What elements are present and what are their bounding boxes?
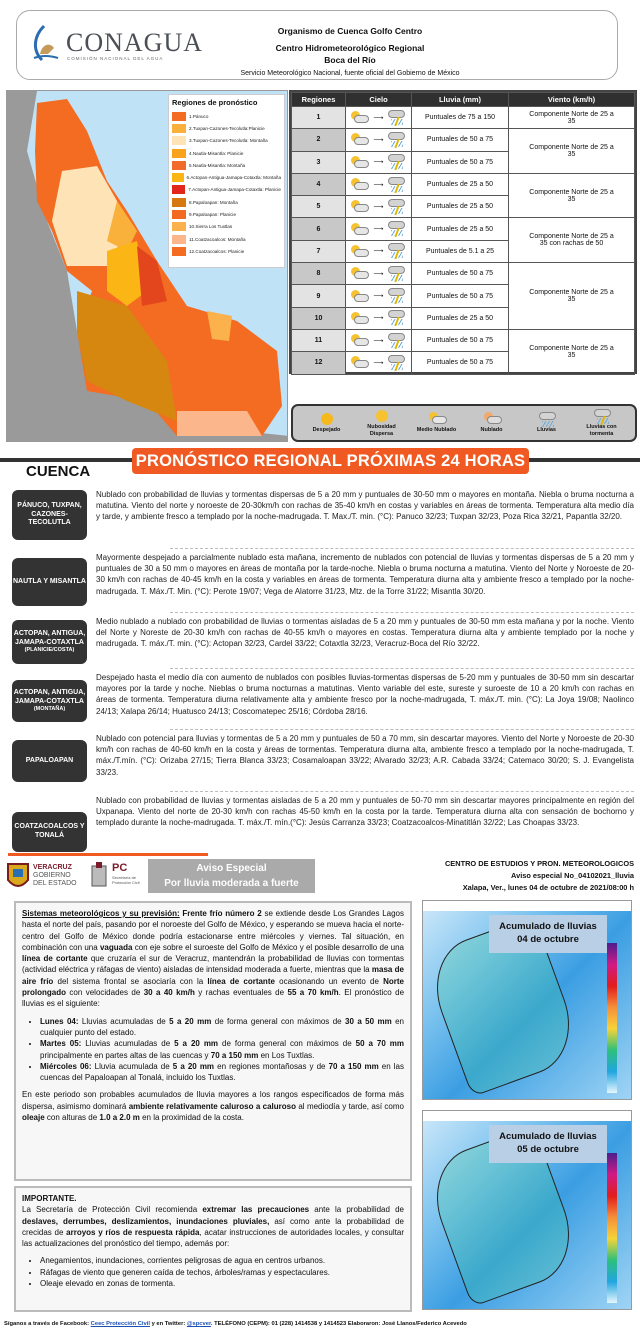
arrow-right-icon: ⟶ [373,136,384,144]
legend-swatch [172,112,186,121]
region-number: 12 [292,352,346,374]
facebook-link[interactable]: Ceec Protección Civil [90,1321,150,1327]
aviso-number: Aviso especial No_04102021_lluvia [511,871,634,880]
col-header-lluvia: Lluvia (mm) [412,93,509,107]
legend-swatch [172,149,186,158]
table-row [292,129,635,151]
important-item: • Anegamientos, inundaciones, corrientes peligrosas de agua en centros urbanos. [40,1255,404,1266]
region-number: 10 [292,307,346,329]
thunderstorm-icon [388,221,406,237]
partly-cloudy-icon [351,356,369,369]
important-heading: IMPORTANTE. [22,1194,77,1203]
legend-swatch [172,210,186,219]
thunderstorm-icon [388,199,406,215]
arrow-right-icon: ⟶ [373,315,384,323]
wind-cell: Componente Norte de 25 a 35 [509,107,635,129]
sky-cell [346,240,412,262]
divider [170,668,634,669]
thunderstorm-icon [388,243,406,259]
arrow-right-icon: ⟶ [373,359,384,367]
map-legend [168,94,285,268]
aviso-info [330,858,634,894]
legend-swatch [172,247,186,256]
legend-item: 10.Sierra Los Tuxtlas [172,221,281,233]
legend-item: 9.Papaloapan: Planicie [172,208,281,220]
rain-cell: Puntuales de 25 a 50 [412,173,509,195]
cuenca-forecast-text: Despejado hasta el medio día con aumento de nublados con posibles lluvias-tormentas dispersas de 5-20 mm y puntuales de 30-50 mm sin descartar mayores por la tarde y noche. Nieblas o bruma nocturnas a matutinas. Viento variable del este, sureste y suroeste de 10 a 20 km/h con rachas en áreas de tormenta. Temperatura diurna relativamente alta y ambiente fresco por la noche-madrugada, T. máx./T. min. (°C): La Joya 19/08; Naolinco 24/13; Xalapa 26/14; Huatusco 24/13; Coscomatepec 25/16; Córdoba 28/16. [96,673,634,716]
cuenca-title: CUENCA [26,463,91,480]
partly-cloudy-icon [351,133,369,146]
key-nublado: Nublado [467,412,517,433]
legend-item: 12.Coatzacoalcos: Planicie [172,245,281,257]
region-number: 1 [292,107,346,129]
key-lluvias: Lluvias [522,412,572,433]
header-line-1: Organismo de Cuenca Golfo Centro [277,26,423,36]
legend-swatch [172,173,184,182]
cuenca-label: PÁNUCO, TUXPAN, CAZONES-TECOLUTLA [12,490,87,540]
divider [170,791,634,792]
region-number: 4 [292,173,346,195]
arrow-right-icon: ⟶ [373,337,384,345]
arrow-right-icon: ⟶ [373,226,384,234]
divider [170,612,634,613]
partly-cloudy-icon [351,334,369,347]
arrow-right-icon: ⟶ [373,293,384,301]
table-row [292,329,635,351]
thunderstorm-icon [594,409,610,423]
legend-item: 8.Papaloapan: Montaña [172,196,281,208]
partly-cloudy-icon [351,156,369,169]
rain-cell: Puntuales de 25 a 50 [412,218,509,240]
meteorological-systems-box: Sistemas meteorológicos y su previsión: Frente frío número 2 se extiende desde Los Grandes Lagos hasta el norte del país, pasando por el noroeste del Golfo de México, y esperando se mueva hacia el norte-centro del Golfo de México donde podría estacionarse entre miércoles y viernes. Tal situación, en combinación con una vaguada con eje sobre el suroeste del Golfo de México y el posible desarrollo de una línea de cortante que cruzaría el sur de Veracruz, mantendrán la probabilidad de lluvias con tormentas (actividad eléctrica y ráfagas de viento) aisladas de intensidad moderada a fuerte, mientras que la masa de aire frío del sistema frontal se asociaría con la línea de cortante ocasionando un evento de Norte prolongado con velocidades de 30 a 40 km/h y rachas eventuales de 55 a 70 km/h. El pronóstico de lluvias es el siguiente: • Lunes 04: Lluvias acumuladas de 5 a 20 mm de forma general con máximos de 30 a 50 mm en cualquier punto del estado. • Martes 05: Lluvias acumuladas de 5 a 20 mm de forma general con máximos de 50 a 70 mm principalmente en partes altas de las cuencas y 70 a 150 mm en Los Tuxtlas. • Miércoles 06: Lluvia acumulada de 5 a 20 mm en regiones montañosas y de 70 a 150 mm en las cuencas del Papaloapan al Tonalá, incluido los Tuxtlas. En este periodo son probables acumulados de lluvia mayores a los rangos especificados de forma más dispersa, asimismo dominará ambiente relativamente caluroso a caluroso al mediodía y tarde, así como oleaje con alturas de 1.0 a 2.0 m en la proximidad de la costa. [14,901,412,1181]
thunderstorm-icon [388,154,406,170]
sky-cell [346,151,412,173]
important-list [40,1255,404,1289]
col-header-cielo: Cielo [346,93,412,107]
arrow-right-icon: ⟶ [373,181,384,189]
arrow-right-icon: ⟶ [373,159,384,167]
col-header-viento: Viento (km/h) [509,93,635,107]
region-number: 9 [292,285,346,307]
cuenca-forecast-text: Nublado con potencial para lluvias y tormentas de 5 a 20 mm y puntuales de 50 a 70 mm, sin descartar mayores. Viento del Norte y Noroeste de 20-30 km/h con rachas de 40-60 km/h en la costa y áreas de tormentas. Temperatura diurna alta, ambiente fresco a templado por la noche-madrugada, T. máx./T.mín. (°C): Orizaba 27/15; Tierra Blanca 33/23; Cosamaloapan 33/22; Alvarado 32/23; A.R. Cabada 33/24; Catemaco 30/20; S. J. Evangelista 33/23. [96,734,634,777]
sky-cell [346,329,412,351]
important-item: • Ráfagas de viento que generen caída de techos, árboles/ramas y espectaculares. [40,1267,404,1278]
partly-cloudy-icon [351,245,369,258]
region-number: 2 [292,129,346,151]
precip-color-scale [607,943,617,1093]
partly-cloudy-icon [351,111,369,124]
table-row [292,263,635,285]
legend-swatch [172,222,186,231]
wind-cell: Componente Norte de 25 a 35 [509,329,635,374]
aviso-date: Xalapa, Ver., lunes 04 de octubre de 2021/08:00 h [462,883,634,892]
period-text: En este periodo son probables acumulados de lluvia mayores a los rangos especificados de forma más dispersa, asimismo dominará ambiente relativamente caluroso a caluroso al mediodía y tarde, así como oleaje con alturas de 1.0 a 2.0 m en la proximidad de la costa. [22,1090,404,1123]
arrow-right-icon: ⟶ [373,248,384,256]
daily-rain-list [40,1016,404,1084]
rain-icon [539,412,555,426]
forecast-table [289,90,637,374]
important-box [14,1186,412,1312]
legend-item: 3.Tuxpan-Cazones-Tecolutla: Montaña [172,135,281,147]
wind-cell: Componente Norte de 25 a 35 [509,263,635,330]
footer: Síganos a través de Facebook: Ceec Protección Civil y en Twitter: @spcver. TELÉFONO (CEPM): 01 (228) 1414538 y 1414523 Elaboraron: José Llanos/Federico Acevedo [4,1321,467,1327]
veracruz-logo: VERACRUZ GOBIERNO DEL ESTADO [6,862,81,892]
precip-color-scale [607,1153,617,1303]
aviso-center: CENTRO DE ESTUDIOS Y PRON. METEOROLOGICOS [444,859,634,868]
sun-few-clouds-icon [374,409,390,423]
arrow-right-icon: ⟶ [373,270,384,278]
thunderstorm-icon [388,266,406,282]
rain-cell: Puntuales de 25 a 50 [412,307,509,329]
legend-item: 6.Actopan-Antigua-Jamapa-Cotaxtla: Montaña [172,171,281,183]
key-nubosidad-dispersa: Nubosidad Dispersa [357,409,407,436]
legend-item: 2.Tuxpan-Cazones-Tecolutla:Planicie [172,122,281,134]
legend-swatch [172,124,186,133]
pc-emblem-icon [90,862,108,890]
key-despejado: Despejado [302,412,352,433]
important-text: La Secretaría de Protección Civil recomienda extremar las precauciones ante la probabilidad de deslaves, derrumbes, deslizamientos, inundaciones pluviales, así como ante la probabilidad de crecidas de arroyos y ríos de respuesta rápida, acatar instrucciones de autoridades locales, y consultar las actualizaciones del pronóstico del tiempo, además por: [22,1205,404,1249]
thunderstorm-icon [388,333,406,349]
sky-cell [346,196,412,218]
cuenca-forecast-text: Mayormente despejado a parcialmente nublado esta mañana, incremento de nublados con potencial de lluvias y tormentas dispersas de 5 a 20 mm y puntuales de 30 a 50 mm o mayores en áreas de montaña por la tarde-noche. Niebla o bruma nocturna a matutina. Viento del Norte y Noroeste de 20-30 km/h con rachas de 40-45 km/h en la costa y variables en áreas de tormenta. Temperatura diurna alta y ambiente fresco a templado por la noche-madrugada. T. Máx./T. Min. (°C): Perote 19/07; Vega de Alatorre 31/23, Mtz. de la Torre 31/22; Misantla 30/20. [96,553,634,596]
table-row [292,107,635,129]
legend-swatch [172,198,186,207]
day-forecast-item: • Lunes 04: Lluvias acumuladas de 5 a 20 mm de forma general con máximos de 30 a 50 mm en cualquier punto del estado. [40,1016,404,1039]
region-number: 7 [292,240,346,262]
rain-cell: Puntuales de 50 a 75 [412,329,509,351]
rain-accumulation-map-oct05: Acumulado de lluvias 05 de octubre [422,1110,632,1310]
thunderstorm-icon [388,177,406,193]
rain-cell: Puntuales de 25 a 50 [412,196,509,218]
cloudy-icon [484,412,500,426]
important-item: • Oleaje elevado en zonas de tormenta. [40,1278,404,1289]
legend-swatch [172,235,186,244]
thunderstorm-icon [388,110,406,126]
cuenca-label: ACTOPAN, ANTIGUA, JAMAPA-COTAXTLA (MONTAÑA) [12,680,87,722]
region-number: 3 [292,151,346,173]
cuenca-label: NAUTLA Y MISANTLA [12,558,87,606]
twitter-link[interactable]: @spcver [186,1321,211,1327]
thunderstorm-icon [388,310,406,326]
cuenca-label: COATZACOALCOS Y TONALÁ [12,812,87,852]
partly-cloudy-icon [351,312,369,325]
sky-cell [346,307,412,329]
legend-title: Regiones de pronóstico [172,98,258,107]
partly-cloudy-icon [429,412,445,426]
thunderstorm-icon [388,132,406,148]
arrow-right-icon: ⟶ [373,114,384,122]
partly-cloudy-icon [351,290,369,303]
cuenca-forecast-text: Medio nublado a nublado con probabilidad de lluvias o tormentas aisladas de 5 a 20 mm y puntuales de 30-50 mm esta mañana y por la noche. Viento del Norte y Noreste de 20-30 km/h con rachas de 40-55 km/h o mayores en costas. Temperatura diurna alta y ambiente templado por la noche y madrugada. T. máx./T. min. (°C): Actopan 32/23, Cardel 33/22; Cotaxtla 32/23, Veracruz-Boca del Río 32/22. [96,617,634,649]
divider [170,548,634,549]
legend-swatch [172,136,186,145]
sky-cell [346,263,412,285]
sky-cell [346,352,412,374]
legend-item: 11.Coatzacoalcos: Montaña [172,233,281,245]
partly-cloudy-icon [351,267,369,280]
table-row [292,173,635,195]
region-number: 8 [292,263,346,285]
systems-text: Frente frío número 2 se extiende desde Los Grandes Lagos hasta el norte del país, pasando por el noroeste del Golfo de México, y esperando se mueva hacia el norte-centro del Golfo de México donde podría estacionarse entre miércoles y viernes. Tal situación, en combinación con una vaguada con eje sobre el suroeste del Golfo de México y el posible desarrollo de una línea de cortante que cruzaría el sur de Veracruz, mantendrán la probabilidad de lluvias con tormentas (actividad eléctrica y ráfagas de viento) aisladas de intensidad moderada a fuerte, mientras que la masa de aire frío del sistema frontal se asociaría con la línea de cortante ocasionando un evento de Norte prolongado con velocidades de 30 a 40 km/h y rachas eventuales de 55 a 70 km/h. El pronóstico de lluvias es el siguiente: [22,909,405,1009]
col-header-regiones: Regiones [292,93,346,107]
cuenca-label: PAPALOAPAN [12,740,87,782]
rain-cell: Puntuales de 75 a 150 [412,107,509,129]
legend-item: 1.Pánuco [172,110,281,122]
rain-cell: Puntuales de 50 a 75 [412,151,509,173]
sky-cell [346,218,412,240]
regional-forecast-banner: PRONÓSTICO REGIONAL PRÓXIMAS 24 HORAS [132,448,529,474]
sky-cell [346,173,412,195]
header-line-4: Servicio Meteorológico Nacional, fuente oficial del Gobierno de México [240,70,460,77]
cuenca-forecast-text: Nublado con probabilidad de lluvias y tormentas aisladas de 5 a 20 mm y puntuales de 50-70 mm sin descartar mayores principalmente en región del Uxpanapa. Viento del norte de 20-30 km/h con rachas 45-50 km/h en la costa por la tarde. Temperatura diurna alta con sensación de bochorno y templado durante la noche-madrugada. T. máx./T. mín.(°C): Jesús Carranza 33/23; Coatzacoalcos-Minatitlán 32/22; Las Choapas 33/23. [96,796,634,828]
rain-accumulation-map-oct04: Acumulado de lluvias 04 de octubre [422,900,632,1100]
divider [170,729,634,730]
sky-cell [346,107,412,129]
proteccion-civil-logo: PC Secretaría de Protección Civil [90,862,148,892]
veracruz-shield-icon [6,862,30,892]
conagua-logo: CONAGUA COMISIÓN NACIONAL DEL AGUA [30,22,180,70]
sky-cell [346,129,412,151]
header-titles [150,10,550,80]
sky-cell [346,285,412,307]
rain-cell: Puntuales de 50 a 75 [412,352,509,374]
rain-cell: Puntuales de 50 a 75 [412,263,509,285]
partly-cloudy-icon [351,223,369,236]
sky-legend-bar [291,404,637,442]
cuenca-forecast-text: Nublado con probabilidad de lluvias y tormentas dispersas de 5 a 20 mm y puntuales de 30-50 mm o mayores en montaña. Niebla o bruma nocturna a matutina. Viento del norte y noroeste de 20-30km/h con rachas de 35-40 km/h en costas y variables en áreas de tormenta. Temperatura alta medio día y tarde, y ambiente fresco a templado por la noche-madrugada. T. Max./T. min. (°C): Panuco 32/23; Tuxpan 32/23, Poza Rica 32/21, Papantla 32/20. [96,490,634,522]
table-row [292,218,635,240]
day-forecast-item: • Martes 05: Lluvias acumuladas de 5 a 20 mm de forma general con máximos de 50 a 70 mm principalmente en partes altas de las cuencas y 70 a 150 mm en Los Tuxtlas. [40,1038,404,1061]
thunderstorm-icon [388,288,406,304]
rain-cell: Puntuales de 50 a 75 [412,285,509,307]
day-forecast-item: • Miércoles 06: Lluvia acumulada de 5 a 20 mm en regiones montañosas y de 70 a 150 mm en las cuencas del Papaloapan al Tonalá, incluido los Tuxtlas. [40,1061,404,1084]
region-number: 5 [292,196,346,218]
sun-icon [319,412,335,426]
key-medio-nublado: Medio Nublado [412,412,462,433]
legend-item: 7.Actopan-Antigua-Jamapa-Cotaxtla: Planicie [172,184,281,196]
arrow-right-icon: ⟶ [373,203,384,211]
region-number: 6 [292,218,346,240]
legend-swatch [172,161,186,170]
header-line-2: Centro Hidrometeorológico Regional [275,43,425,53]
aviso-orange-rule [8,853,208,856]
legend-swatch [172,185,185,194]
rain-cell: Puntuales de 50 a 75 [412,129,509,151]
aviso-especial-title: Aviso Especial Por lluvia moderada a fuerte [148,859,315,893]
region-number: 11 [292,329,346,351]
header-line-3: Boca del Río [324,55,376,65]
wind-cell: Componente Norte de 25 a 35 [509,129,635,174]
key-lluvias-tormenta: Lluvias con tormenta [577,409,627,436]
cuenca-label: ACTOPAN, ANTIGUA, JAMAPA-COTAXTLA (PLANICIE/COSTA) [12,620,87,664]
legend-item: 4.Nautla-Misantla: Planicie [172,147,281,159]
partly-cloudy-icon [351,178,369,191]
wind-cell: Componente Norte de 25 a 35 [509,173,635,218]
rain-cell: Puntuales de 5.1 a 25 [412,240,509,262]
thunderstorm-icon [388,355,406,371]
partly-cloudy-icon [351,200,369,213]
wind-cell: Componente Norte de 25 a 35 con rachas de 50 [509,218,635,263]
legend-item: 5.Nautla-Misantla: Montaña [172,159,281,171]
conagua-emblem-icon [30,24,60,64]
